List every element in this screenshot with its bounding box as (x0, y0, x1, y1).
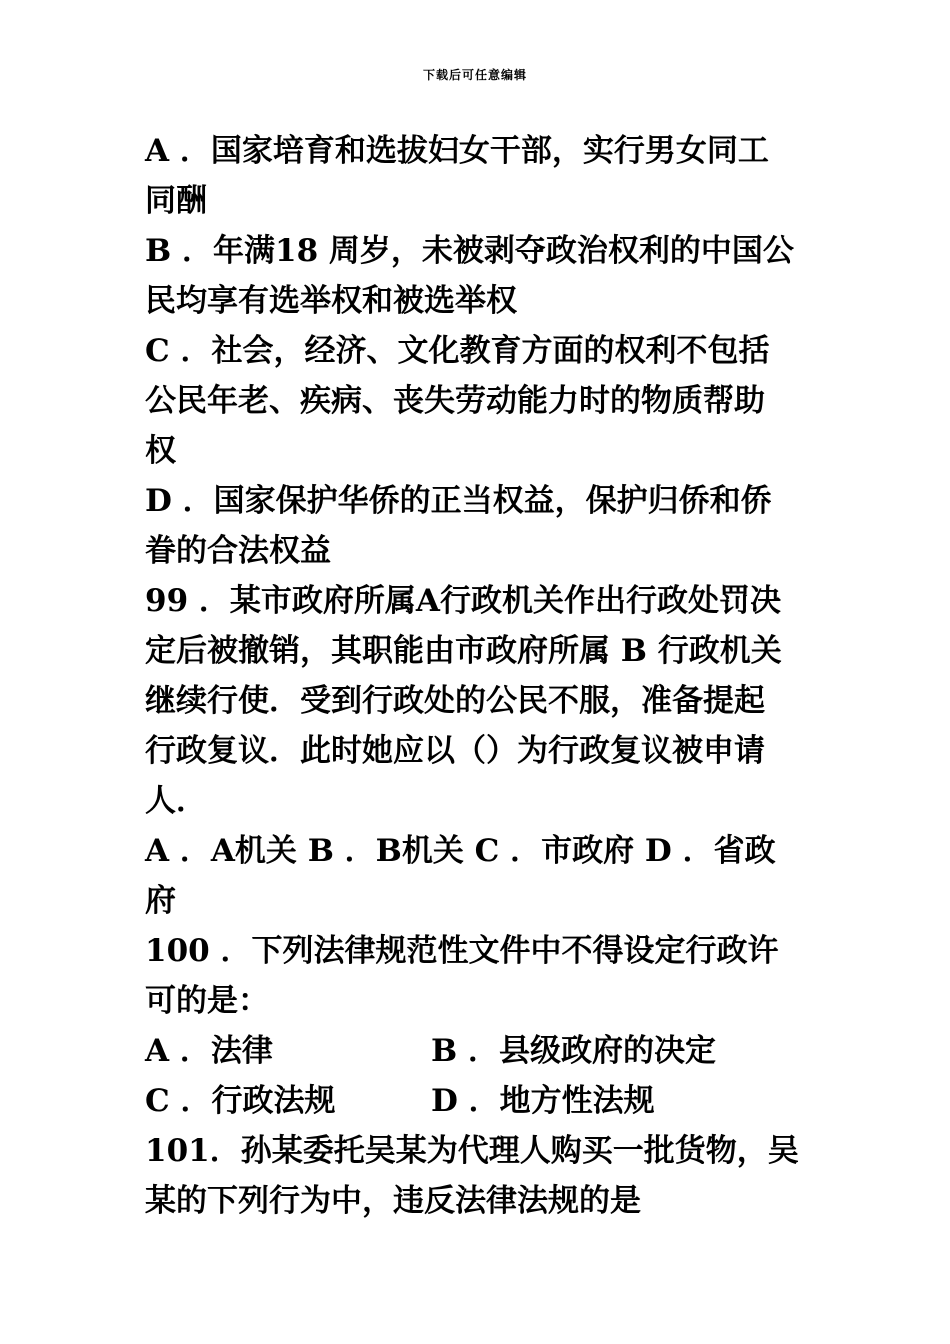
question-101-line: 某的下列行为中，违反法律法规的是 (145, 1183, 641, 1219)
question-99-options: A ．A机关 B ．B机关 C ．市政府 D ．省政 (145, 833, 776, 869)
text-line: A ．国家培育和选拔妇女干部，实行男女同工 (145, 133, 769, 169)
question-100-line: 可的是： (145, 983, 269, 1019)
question-101-line: 101．孙某委托吴某为代理人购买一批货物，吴 (145, 1133, 799, 1169)
option-c: C ．行政法规 (145, 1083, 336, 1119)
text-line: 同酬 (145, 183, 207, 219)
question-99-line: 继续行使．受到行政处的公民不服，准备提起 (145, 683, 765, 719)
question-100-options-row-1 (145, 1026, 810, 1076)
question-99-line: 行政复议．此时她应以（）为行政复议被申请 (145, 733, 765, 769)
text-line: 民均享有选举权和被选举权 (145, 283, 517, 319)
question-99-line: 定后被撤销，其职能由市政府所属 B 行政机关 (145, 633, 782, 669)
option-d: D ．地方性法规 (431, 1083, 655, 1119)
question-100-options-row-2 (145, 1076, 810, 1126)
question-99-line: 人． (145, 783, 207, 819)
text-line: 眷的合法权益 (145, 533, 331, 569)
text-line: C ．社会，经济、文化教育方面的权利不包括 (145, 333, 770, 369)
text-line: 公民年老、疾病、丧失劳动能力时的物质帮助 (145, 383, 765, 419)
text-line: 权 (145, 433, 176, 469)
question-100-line: 100 ．下列法律规范性文件中不得设定行政许 (145, 933, 779, 969)
text-line: B ．年满18 周岁，未被剥夺政治权利的中国公 (145, 233, 794, 269)
option-a: A ．法律 (145, 1033, 273, 1069)
option-b: B ．县级政府的决定 (431, 1033, 716, 1069)
question-99-line: 99 ．某市政府所属A行政机关作出行政处罚决 (145, 583, 781, 619)
question-99-options: 府 (145, 883, 176, 919)
page-header-note: 下载后可任意编辑 (422, 68, 527, 82)
text-line: D ．国家保护华侨的正当权益，保护归侨和侨 (145, 483, 772, 519)
document-body (145, 126, 810, 1226)
